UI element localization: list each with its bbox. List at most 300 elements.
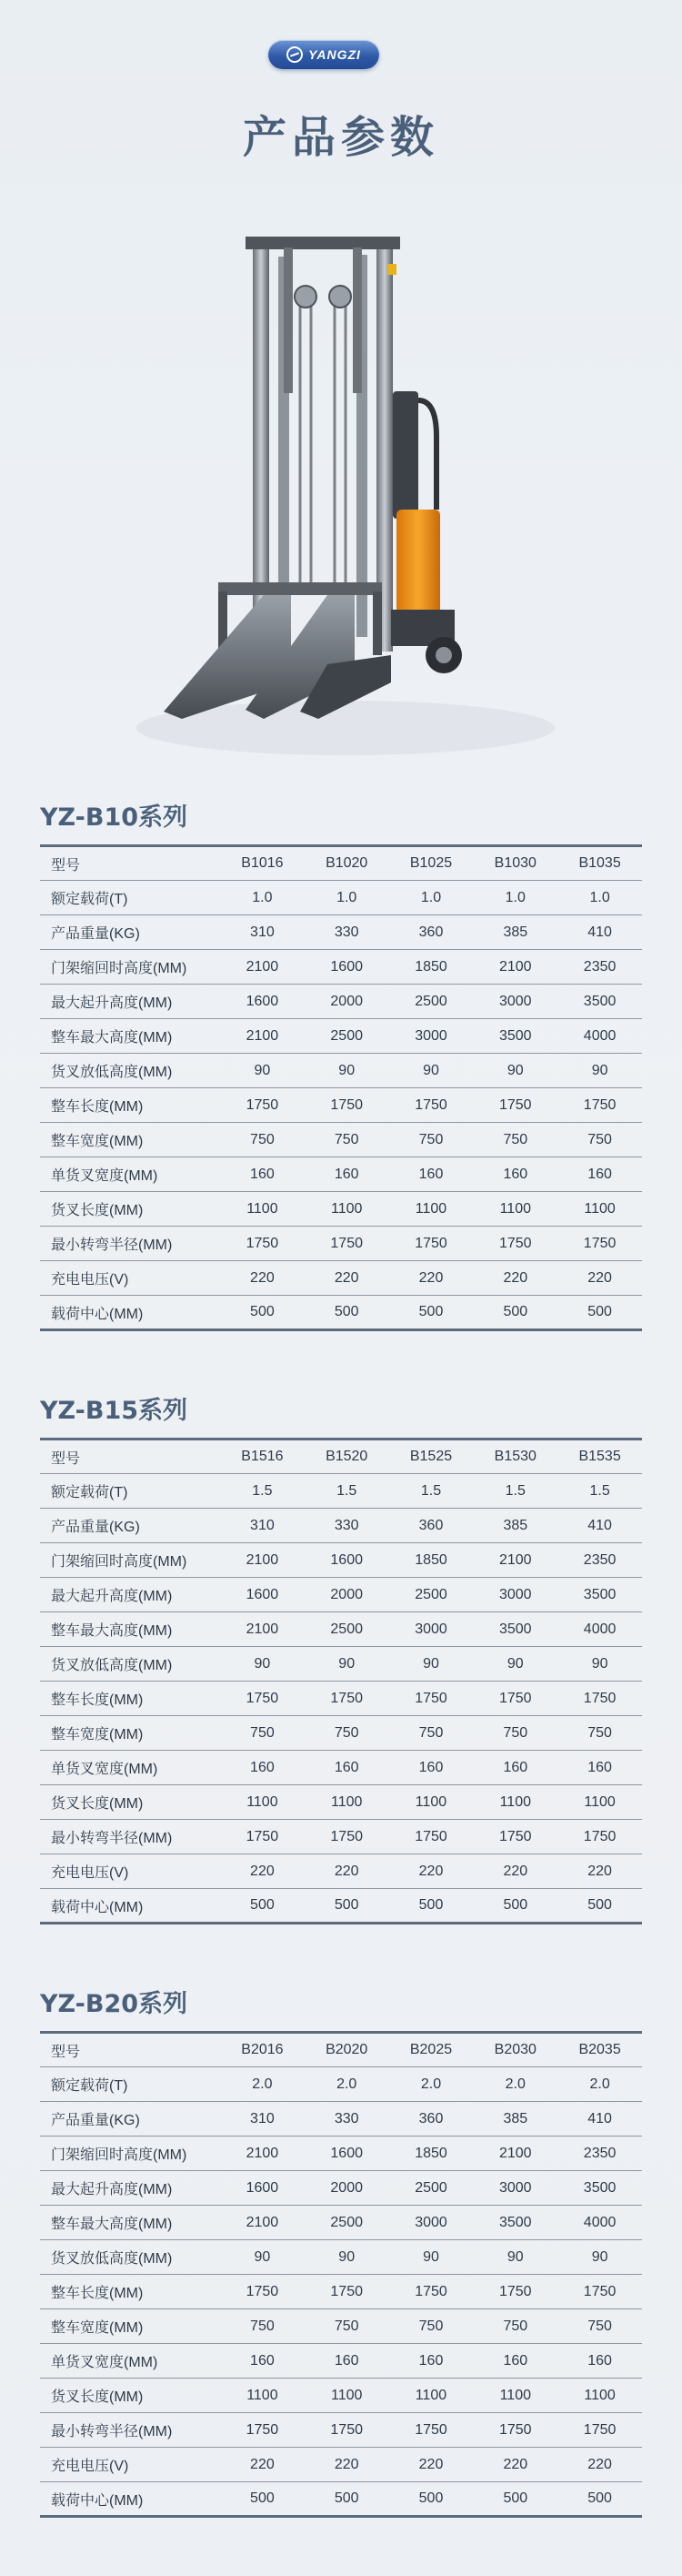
- spec-value: 1750: [498, 1690, 532, 1706]
- spec-value: 2350: [583, 958, 617, 975]
- spec-value: 220: [587, 1269, 612, 1286]
- spec-value: 750: [587, 1131, 612, 1147]
- table-row: [40, 2309, 642, 2344]
- spec-value: 160: [418, 1166, 444, 1182]
- spec-value: 1750: [498, 2283, 532, 2299]
- spec-value: 1750: [246, 1235, 279, 1251]
- spec-label: 单货叉宽度(MM): [51, 2355, 158, 2370]
- spec-value: 1100: [330, 2387, 363, 2403]
- spec-value: 4000: [583, 1621, 617, 1637]
- spec-value: 3000: [498, 1586, 532, 1602]
- spec-value: 360: [418, 1517, 444, 1533]
- column-header-model: B2016: [241, 2042, 284, 2057]
- spec-value: 220: [587, 2456, 612, 2472]
- spec-value: 1750: [498, 1096, 532, 1113]
- spec-label: 充电电压(V): [51, 1272, 129, 1288]
- spec-value: 3500: [583, 2179, 617, 2196]
- spec-value: 2350: [583, 2145, 617, 2161]
- table-row: [40, 1889, 642, 1924]
- spec-value: 90: [423, 2248, 439, 2265]
- table-row: [40, 985, 642, 1019]
- spec-value: 1600: [330, 2145, 363, 2161]
- spec-value: 1750: [415, 2421, 447, 2438]
- spec-label: 货叉长度(MM): [51, 1203, 144, 1218]
- spec-value: 2000: [330, 1586, 363, 1602]
- spec-value: 310: [250, 1517, 275, 1533]
- spec-value: 90: [423, 1655, 439, 1672]
- spec-value: 750: [503, 1724, 528, 1741]
- spec-value: 1.5: [336, 1482, 357, 1499]
- table-row: [40, 2379, 642, 2413]
- brand-logo: [268, 40, 379, 69]
- spec-value: 160: [587, 1166, 612, 1182]
- spec-value: 1100: [246, 2387, 278, 2403]
- spec-value: 2100: [246, 1027, 279, 1044]
- spec-value: 1750: [583, 1235, 617, 1251]
- column-header-model-label: 型号: [51, 1450, 81, 1467]
- spec-label: 最小转弯半径(MM): [51, 2424, 173, 2440]
- spec-value: 360: [418, 924, 444, 940]
- table-row: [40, 1227, 642, 1261]
- spec-value: 1750: [330, 1690, 363, 1706]
- table-row: [40, 2482, 642, 2517]
- spec-value: 1750: [415, 1690, 447, 1706]
- spec-value: 1750: [330, 2421, 363, 2438]
- spec-value: 90: [254, 1062, 271, 1078]
- table-row: [40, 1647, 642, 1682]
- spec-value: 220: [334, 1863, 359, 1879]
- spec-value: 220: [418, 2456, 444, 2472]
- spec-value: 220: [418, 1269, 444, 1286]
- spec-value: 500: [418, 1897, 444, 1913]
- spec-label: 最小转弯半径(MM): [51, 1831, 173, 1846]
- spec-value: 160: [250, 1166, 275, 1182]
- table-row: [40, 2448, 642, 2482]
- spec-value: 2100: [246, 2214, 279, 2230]
- spec-value: 1850: [415, 958, 447, 975]
- table-row: [40, 2240, 642, 2275]
- stacker-product-image: [118, 209, 555, 773]
- spec-value: 90: [506, 1062, 524, 1078]
- spec-value: 160: [334, 1166, 359, 1182]
- spec-value: 1750: [583, 1828, 617, 1844]
- table-row: [40, 1296, 642, 1330]
- spec-label: 整车最大高度(MM): [51, 2217, 173, 2232]
- spec-table-header-row: [40, 1440, 642, 1474]
- spec-value: 500: [334, 2490, 359, 2506]
- spec-value: 2500: [330, 1027, 363, 1044]
- table-row: [40, 1785, 642, 1820]
- spec-value: 2100: [246, 2145, 279, 2161]
- brand-mark-icon: [286, 46, 303, 63]
- table-row: [40, 1854, 642, 1889]
- spec-label: 最大起升高度(MM): [51, 1589, 173, 1604]
- spec-value: 750: [418, 1724, 444, 1741]
- spec-label: 门架缩回时高度(MM): [51, 2147, 187, 2163]
- column-header-model: B1535: [578, 1449, 621, 1464]
- spec-value: 2500: [415, 993, 447, 1009]
- column-header-model-label: 型号: [51, 857, 81, 874]
- spec-value: 2100: [498, 1551, 532, 1568]
- spec-value: 220: [503, 1269, 528, 1286]
- spec-value: 220: [503, 2456, 528, 2472]
- spec-label: 最小转弯半径(MM): [51, 1237, 173, 1253]
- spec-value: 500: [587, 2490, 612, 2506]
- spec-value: 90: [506, 2248, 524, 2265]
- spec-label: 载荷中心(MM): [51, 1306, 144, 1322]
- series-title: YZ-B10系列: [40, 803, 188, 832]
- spec-value: 2.0: [252, 2076, 273, 2092]
- spec-value: 220: [250, 1863, 275, 1879]
- spec-value: 220: [587, 1863, 612, 1879]
- spec-value: 220: [334, 1269, 359, 1286]
- spec-value: 90: [254, 2248, 271, 2265]
- spec-table: [40, 1438, 642, 1924]
- spec-value: 2500: [330, 1621, 363, 1637]
- table-row: [40, 1578, 642, 1612]
- spec-value: 2000: [330, 993, 363, 1009]
- spec-value: 310: [250, 924, 275, 940]
- spec-value: 330: [334, 2110, 359, 2126]
- column-header-model: B1530: [494, 1449, 537, 1464]
- spec-value: 1750: [583, 2421, 617, 2438]
- spec-value: 3000: [415, 1027, 447, 1044]
- spec-value: 410: [587, 1517, 612, 1533]
- table-row: [40, 2275, 642, 2309]
- spec-value: 160: [503, 1166, 528, 1182]
- spec-value: 750: [334, 1131, 359, 1147]
- spec-value: 2100: [498, 2145, 532, 2161]
- spec-value: 160: [418, 1759, 444, 1775]
- spec-value: 1100: [415, 1793, 447, 1810]
- spec-value: 2350: [583, 1551, 617, 1568]
- column-header-model: B1516: [241, 1449, 284, 1464]
- spec-value: 2100: [246, 1621, 279, 1637]
- spec-value: 1750: [498, 1235, 532, 1251]
- spec-value: 220: [418, 1863, 444, 1879]
- spec-value: 1.0: [505, 889, 526, 905]
- spec-label: 额定载荷(T): [51, 1485, 128, 1500]
- spec-value: 750: [587, 2318, 612, 2334]
- table-row: [40, 2171, 642, 2206]
- spec-value: 90: [338, 1655, 356, 1672]
- spec-value: 1750: [330, 1096, 363, 1113]
- spec-label: 单货叉宽度(MM): [51, 1762, 158, 1777]
- spec-value: 1.5: [252, 1482, 273, 1499]
- spec-value: 1.0: [336, 889, 357, 905]
- spec-value: 3000: [498, 2179, 532, 2196]
- spec-value: 2500: [330, 2214, 363, 2230]
- spec-value: 2.0: [505, 2076, 526, 2092]
- spec-value: 3500: [498, 1027, 532, 1044]
- spec-value: 2100: [498, 958, 532, 975]
- spec-value: 1100: [584, 1200, 616, 1217]
- spec-value: 160: [334, 1759, 359, 1775]
- spec-label: 整车长度(MM): [51, 2286, 144, 2301]
- column-header-model: B2030: [494, 2042, 537, 2057]
- spec-value: 1100: [499, 2387, 531, 2403]
- column-header-model: B1520: [326, 1449, 368, 1464]
- spec-value: 750: [334, 2318, 359, 2334]
- spec-value: 220: [503, 1863, 528, 1879]
- spec-label: 货叉放低高度(MM): [51, 1065, 173, 1080]
- spec-value: 1750: [583, 2283, 617, 2299]
- spec-value: 3000: [415, 1621, 447, 1637]
- series-title: YZ-B15系列: [40, 1397, 188, 1425]
- spec-value: 385: [503, 2110, 528, 2126]
- spec-value: 1100: [330, 1793, 363, 1810]
- spec-value: 1600: [246, 1586, 279, 1602]
- spec-label: 货叉放低高度(MM): [51, 1658, 173, 1673]
- spec-value: 750: [334, 1724, 359, 1741]
- spec-value: 2500: [415, 2179, 447, 2196]
- column-header-model: B1025: [409, 855, 453, 871]
- spec-table-header-row: [40, 2033, 642, 2067]
- spec-label: 整车宽度(MM): [51, 2320, 144, 2336]
- column-header-model: B2025: [409, 2042, 453, 2057]
- spec-value: 2.0: [336, 2076, 357, 2092]
- spec-value: 1750: [246, 1690, 279, 1706]
- spec-value: 90: [423, 1062, 439, 1078]
- spec-value: 1.0: [589, 889, 610, 905]
- spec-value: 1850: [415, 1551, 447, 1568]
- spec-value: 1.0: [420, 889, 442, 905]
- table-row: [40, 2344, 642, 2379]
- table-row: [40, 1019, 642, 1054]
- spec-value: 1100: [415, 1200, 447, 1217]
- spec-value: 1750: [415, 1235, 447, 1251]
- spec-value: 1850: [415, 2145, 447, 2161]
- spec-value: 385: [503, 1517, 528, 1533]
- spec-value: 160: [250, 1759, 275, 1775]
- spec-label: 货叉长度(MM): [51, 1796, 144, 1812]
- spec-value: 2500: [415, 1586, 447, 1602]
- spec-value: 2100: [246, 1551, 279, 1568]
- column-header-model: B1035: [578, 855, 621, 871]
- spec-value: 3500: [498, 1621, 532, 1637]
- spec-value: 1750: [415, 2283, 447, 2299]
- spec-value: 500: [250, 2490, 275, 2506]
- spec-value: 2000: [330, 2179, 363, 2196]
- table-row: [40, 915, 642, 950]
- spec-value: 1750: [415, 1096, 447, 1113]
- table-row: [40, 950, 642, 985]
- page-title: 产品参数: [242, 112, 439, 163]
- spec-value: 90: [591, 1062, 608, 1078]
- spec-value: 360: [418, 2110, 444, 2126]
- spec-value: 500: [334, 1304, 359, 1319]
- table-row: [40, 1543, 642, 1578]
- spec-value: 1100: [415, 2387, 447, 2403]
- spec-value: 2.0: [589, 2076, 610, 2092]
- column-header-model: B1020: [326, 855, 368, 871]
- spec-label: 货叉放低高度(MM): [51, 2251, 173, 2267]
- spec-value: 500: [334, 1897, 359, 1913]
- spec-label: 整车长度(MM): [51, 1099, 144, 1115]
- column-header-model: B2020: [326, 2042, 368, 2057]
- spec-value: 500: [587, 1304, 612, 1319]
- table-row: [40, 1088, 642, 1123]
- spec-label: 载荷中心(MM): [51, 1899, 144, 1915]
- spec-value: 1100: [584, 1793, 616, 1810]
- spec-value: 1100: [246, 1793, 278, 1810]
- spec-value: 500: [503, 2490, 528, 2506]
- spec-value: 500: [250, 1304, 275, 1319]
- spec-value: 90: [506, 1655, 524, 1672]
- spec-value: 1750: [498, 2421, 532, 2438]
- spec-value: 1.5: [589, 1482, 610, 1499]
- spec-value: 3000: [498, 993, 532, 1009]
- spec-label: 门架缩回时高度(MM): [51, 1554, 187, 1570]
- spec-value: 1750: [415, 1828, 447, 1844]
- spec-label: 门架缩回时高度(MM): [51, 961, 187, 976]
- spec-value: 1750: [330, 1828, 363, 1844]
- table-row: [40, 1474, 642, 1509]
- spec-value: 3000: [415, 2214, 447, 2230]
- spec-value: 750: [250, 1724, 275, 1741]
- column-header-model: B1030: [494, 855, 537, 871]
- spec-value: 1.0: [252, 889, 273, 905]
- spec-value: 1750: [330, 2283, 363, 2299]
- spec-value: 1750: [246, 2283, 279, 2299]
- spec-value: 750: [250, 1131, 275, 1147]
- spec-value: 500: [250, 1897, 275, 1913]
- spec-value: 3500: [583, 993, 617, 1009]
- spec-table: [40, 2031, 642, 2518]
- spec-value: 1600: [330, 1551, 363, 1568]
- spec-table-header-row: [40, 846, 642, 881]
- spec-value: 4000: [583, 2214, 617, 2230]
- table-row: [40, 1192, 642, 1227]
- spec-label: 额定载荷(T): [51, 2078, 128, 2094]
- spec-value: 90: [591, 1655, 608, 1672]
- table-row: [40, 1820, 642, 1854]
- spec-label: 最大起升高度(MM): [51, 2182, 173, 2197]
- table-row: [40, 1716, 642, 1751]
- table-row: [40, 1054, 642, 1088]
- spec-value: 90: [338, 2248, 356, 2265]
- column-header-model: B1016: [241, 855, 284, 871]
- table-row: [40, 2137, 642, 2171]
- table-row: [40, 2102, 642, 2137]
- table-row: [40, 1509, 642, 1543]
- spec-value: 2100: [246, 958, 279, 975]
- spec-value: 1100: [499, 1200, 531, 1217]
- spec-value: 160: [503, 1759, 528, 1775]
- table-row: [40, 1261, 642, 1296]
- spec-value: 500: [503, 1897, 528, 1913]
- table-row: [40, 881, 642, 915]
- spec-value: 385: [503, 924, 528, 940]
- spec-value: 750: [587, 1724, 612, 1741]
- spec-value: 410: [587, 924, 612, 940]
- spec-value: 1100: [499, 1793, 531, 1810]
- spec-value: 90: [254, 1655, 271, 1672]
- spec-value: 1100: [246, 1200, 278, 1217]
- spec-value: 1750: [246, 2421, 279, 2438]
- spec-value: 3500: [583, 1586, 617, 1602]
- spec-value: 1750: [330, 1235, 363, 1251]
- spec-value: 410: [587, 2110, 612, 2126]
- spec-value: 500: [418, 2490, 444, 2506]
- table-row: [40, 1751, 642, 1785]
- spec-label: 产品重量(KG): [51, 2113, 140, 2128]
- spec-value: 750: [418, 1131, 444, 1147]
- brand-logo-text: YANGZI: [308, 47, 361, 62]
- table-row: [40, 1612, 642, 1647]
- spec-value: 1100: [330, 1200, 363, 1217]
- spec-label: 整车最大高度(MM): [51, 1623, 173, 1639]
- spec-value: 2.0: [420, 2076, 442, 2092]
- spec-value: 160: [503, 2352, 528, 2369]
- spec-table: [40, 844, 642, 1331]
- spec-value: 160: [334, 2352, 359, 2369]
- spec-value: 160: [418, 2352, 444, 2369]
- spec-value: 330: [334, 1517, 359, 1533]
- spec-value: 1750: [246, 1828, 279, 1844]
- spec-label: 最大起升高度(MM): [51, 995, 173, 1011]
- spec-label: 货叉长度(MM): [51, 2389, 144, 2405]
- spec-label: 整车长度(MM): [51, 1692, 144, 1708]
- spec-value: 1750: [583, 1096, 617, 1113]
- spec-label: 整车宽度(MM): [51, 1727, 144, 1743]
- spec-value: 160: [250, 2352, 275, 2369]
- table-row: [40, 1157, 642, 1192]
- spec-value: 220: [250, 2456, 275, 2472]
- spec-value: 500: [587, 1897, 612, 1913]
- table-row: [40, 2413, 642, 2448]
- spec-value: 1600: [246, 2179, 279, 2196]
- table-row: [40, 2206, 642, 2240]
- spec-value: 3500: [498, 2214, 532, 2230]
- spec-label: 整车宽度(MM): [51, 1134, 144, 1149]
- column-header-model-label: 型号: [51, 2044, 81, 2060]
- spec-value: 1600: [246, 993, 279, 1009]
- column-header-model: B1525: [409, 1449, 453, 1464]
- spec-value: 750: [503, 2318, 528, 2334]
- spec-value: 750: [418, 2318, 444, 2334]
- column-header-model: B2035: [578, 2042, 621, 2057]
- spec-label: 产品重量(KG): [51, 1520, 140, 1535]
- spec-value: 90: [591, 2248, 608, 2265]
- spec-label: 额定载荷(T): [51, 892, 128, 907]
- spec-value: 1750: [583, 1690, 617, 1706]
- spec-label: 产品重量(KG): [51, 926, 140, 942]
- spec-value: 1100: [584, 2387, 616, 2403]
- spec-value: 1.5: [420, 1482, 442, 1499]
- spec-value: 500: [418, 1304, 444, 1319]
- spec-label: 单货叉宽度(MM): [51, 1168, 158, 1184]
- spec-value: 750: [503, 1131, 528, 1147]
- spec-value: 1750: [498, 1828, 532, 1844]
- spec-value: 220: [250, 1269, 275, 1286]
- table-row: [40, 2067, 642, 2102]
- spec-value: 4000: [583, 1027, 617, 1044]
- spec-value: 330: [334, 924, 359, 940]
- series-title: YZ-B20系列: [40, 1990, 188, 2018]
- spec-label: 充电电压(V): [51, 1865, 129, 1881]
- table-row: [40, 1123, 642, 1157]
- spec-value: 160: [587, 1759, 612, 1775]
- spec-label: 整车最大高度(MM): [51, 1030, 173, 1046]
- spec-value: 310: [250, 2110, 275, 2126]
- spec-value: 1600: [330, 958, 363, 975]
- spec-value: 1.5: [505, 1482, 526, 1499]
- spec-value: 750: [250, 2318, 275, 2334]
- spec-value: 220: [334, 2456, 359, 2472]
- spec-label: 充电电压(V): [51, 2459, 129, 2474]
- spec-value: 1750: [246, 1096, 279, 1113]
